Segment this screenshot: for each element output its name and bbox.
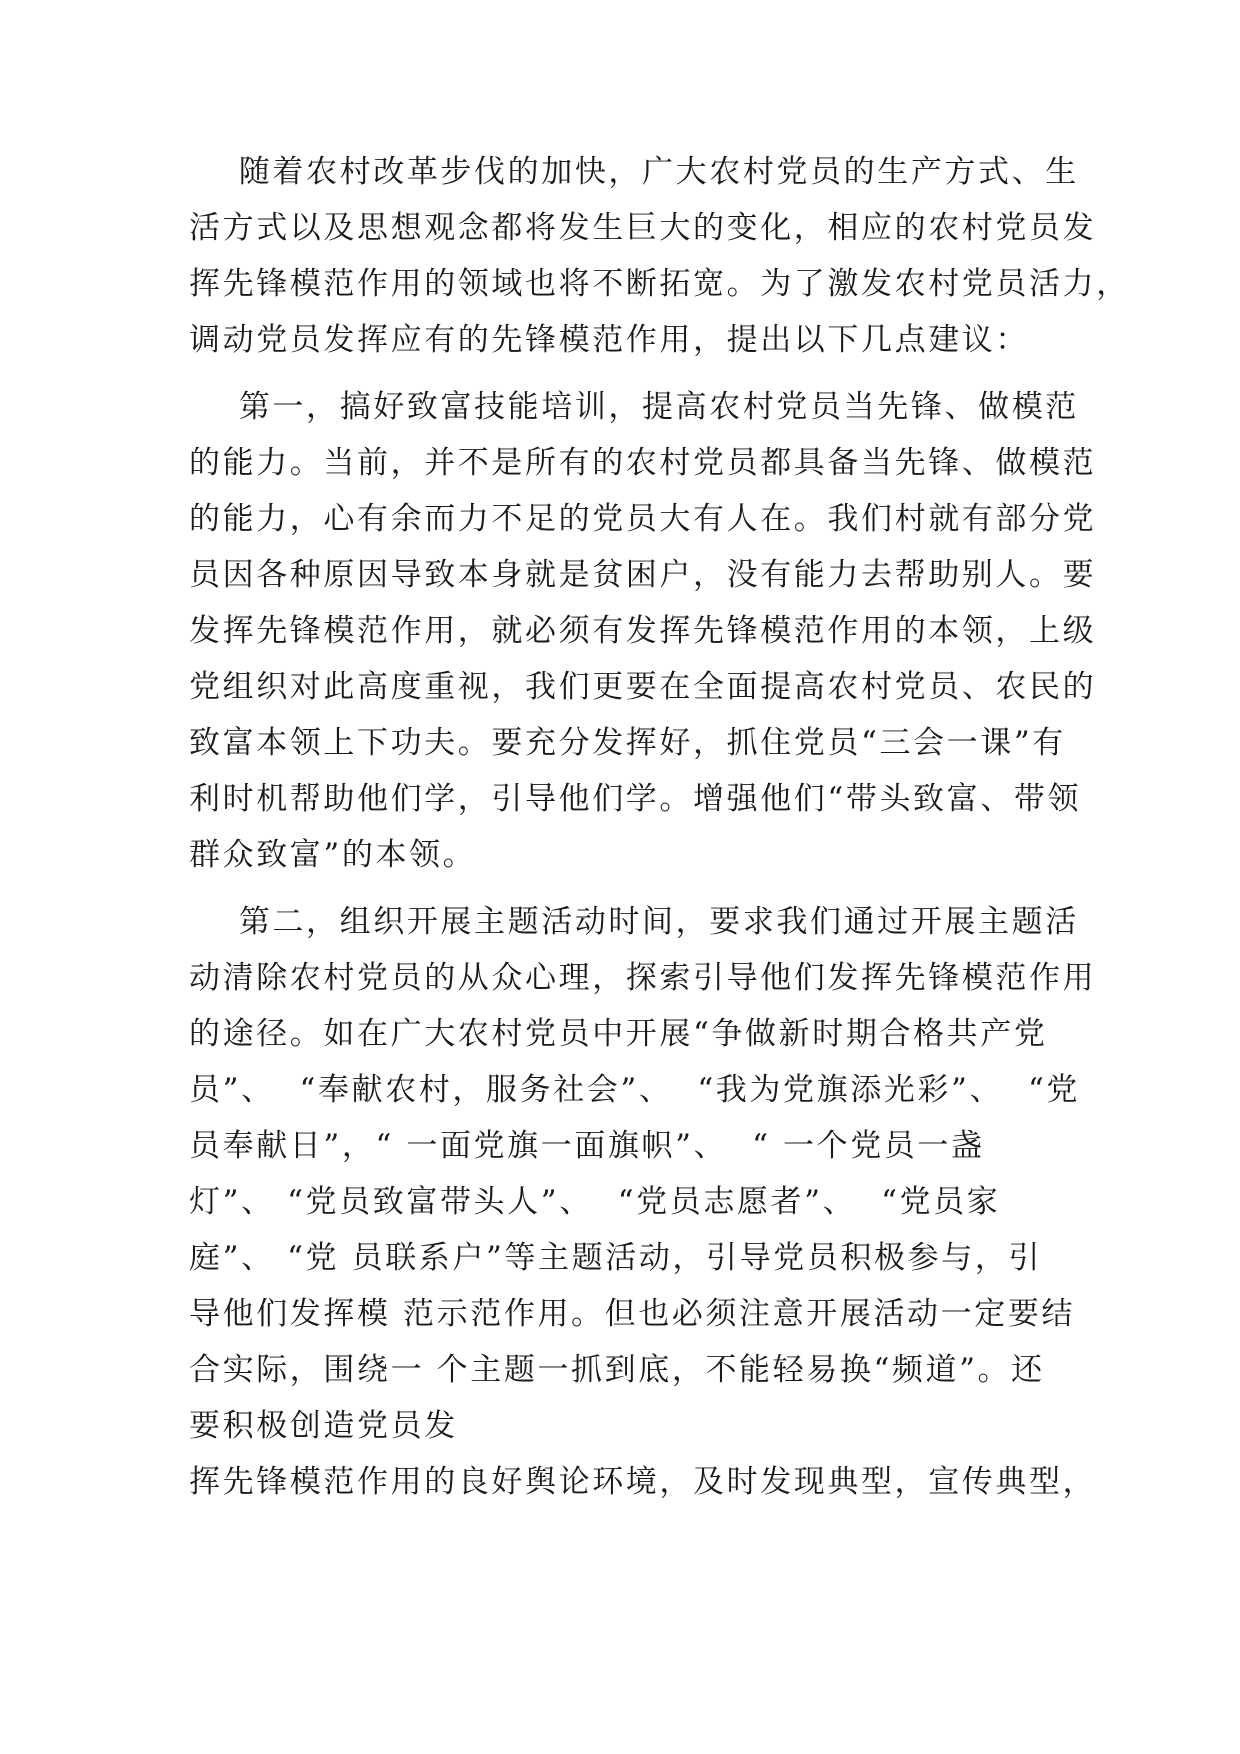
text-line: 群众致富”的本领。 bbox=[189, 837, 477, 873]
text-line: 第一，搞好致富技能培训，提高农村党员当先锋、做模范 bbox=[189, 389, 1079, 425]
text-line: 导他们发挥模 范示范作用。但也必须注意开展活动一定要结 bbox=[189, 1296, 1076, 1332]
text-line: 挥先锋模范作用的良好舆论环境，及时发现典型，宣传典型， bbox=[189, 1464, 1097, 1500]
text-line: 灯”、 “党员致富带头人”、 “党员志愿者”、 “党员家 bbox=[189, 1184, 1001, 1220]
text-line: 随着农村改革步伐的加快，广大农村党员的生产方式、生 bbox=[189, 154, 1079, 190]
text-line: 的途径。如在广大农村党员中开展“争做新时期合格共产党 bbox=[189, 1016, 1048, 1052]
text-line: 挥先锋模范作用的领域也将不断拓宽。为了激发农村党员活力， bbox=[189, 266, 1130, 302]
text-line: 员”、 “奉献农村，服务社会”、 “我为党旗添光彩”、 “党 bbox=[189, 1072, 1081, 1108]
text-line: 党组织对此高度重视，我们更要在全面提高农村党员、农民的 bbox=[189, 669, 1097, 705]
text-line: 动清除农村党员的从众心理，探索引导他们发挥先锋模范作用 bbox=[189, 960, 1097, 996]
text-line: 庭”、 “党 员联系户”等主题活动，引导党员积极参与，引 bbox=[189, 1240, 1043, 1276]
text-line: 的能力。当前，并不是所有的农村党员都具备当先锋、做模范 bbox=[189, 445, 1097, 481]
text-line: 的能力，心有余而力不足的党员大有人在。我们村就有部分党 bbox=[189, 501, 1097, 537]
text-line: 要积极创造党员发 bbox=[189, 1408, 458, 1444]
text-line: 利时机帮助他们学，引导他们学。增强他们“带头致富、带领 bbox=[189, 781, 1082, 817]
text-line: 员奉献日”，“ 一面党旗一面旗帜”、 “ 一个党员一盏 bbox=[189, 1128, 985, 1164]
text-line: 第二，组织开展主题活动时间，要求我们通过开展主题活 bbox=[189, 904, 1079, 940]
text-line: 致富本领上下功夫。要充分发挥好，抓住党员“三会一课”有 bbox=[189, 725, 1066, 761]
text-line: 发挥先锋模范作用，就必须有发挥先锋模范作用的本领，上级 bbox=[189, 613, 1097, 649]
text-line: 活方式以及思想观念都将发生巨大的变化，相应的农村党员发 bbox=[189, 210, 1097, 246]
text-line: 员因各种原因导致本身就是贫困户，没有能力去帮助别人。要 bbox=[189, 557, 1097, 593]
text-line: 调动党员发挥应有的先锋模范作用，提出以下几点建议： bbox=[189, 322, 1029, 358]
text-line: 合实际，围绕一 个主题一抓到底，不能轻易换“频道”。还 bbox=[189, 1352, 1045, 1388]
